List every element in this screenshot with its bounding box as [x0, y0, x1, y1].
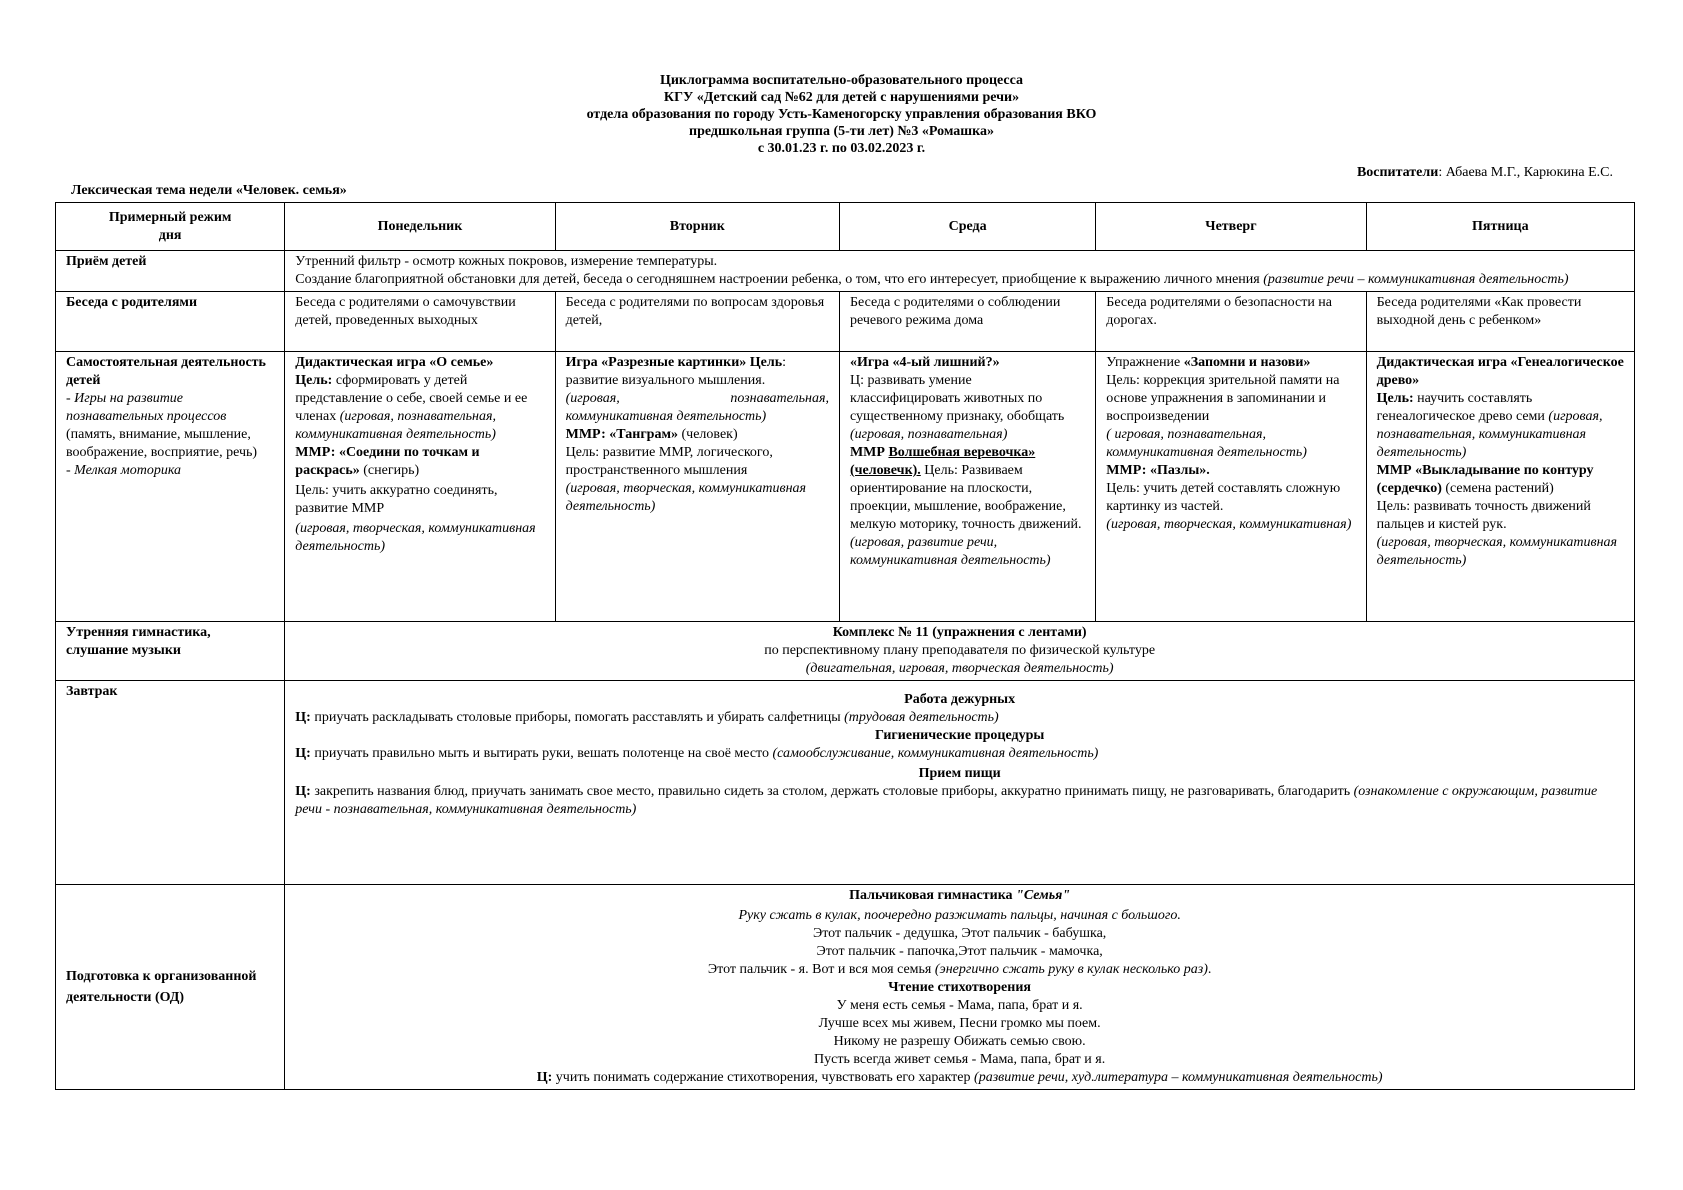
header-line-2: КГУ «Детский сад №62 для детей с нарушениями речи»	[663, 90, 1020, 105]
breakfast-heading-meal: Прием пищи	[918, 766, 1001, 781]
independent-monday	[285, 352, 555, 622]
prep-goal-text: учить понимать содержание стихотворения, чувствовать его характер	[552, 1070, 975, 1085]
fri-mmr-note: (игровая, творческая, коммуникативная деятельность)	[1376, 535, 1618, 568]
breakfast-duty-note: (трудовая деятельность)	[844, 710, 999, 725]
prep-heading-poem: Чтение стихотворения	[888, 980, 1031, 995]
independent-thursday	[1096, 352, 1366, 622]
document-header	[0, 72, 1683, 157]
header-line-5: с 30.01.23 г. по 03.02.2023 г.	[757, 141, 926, 156]
tue-game-title: Игра «Разрезные картинки» Цель	[565, 355, 783, 370]
header-line-1: Циклограмма воспитательно-образовательного процесса	[659, 73, 1024, 88]
thu-exercise-note: ( игровая, познавательная, коммуникативная деятельность)	[1106, 427, 1307, 460]
prep-line-3	[295, 961, 1624, 979]
col-regime: Примерный режим дня	[56, 203, 285, 251]
prep-line-3-end: .	[1207, 962, 1212, 977]
tue-game-note: (игровая, познавательная, коммуникативная деятельность)	[565, 391, 829, 424]
prep-verse-1: У меня есть семья - Мама, папа, брат и я.	[836, 998, 1083, 1013]
row-label-independent	[56, 352, 285, 622]
breakfast-heading-hygiene: Гигиенические процедуры	[874, 728, 1045, 743]
prep-instruction: Руку сжать в кулак, поочередно разжимать пальцы, начиная с большого.	[738, 908, 1181, 923]
independent-friday	[1366, 352, 1634, 622]
wed-game-goal: Ц: развивать умение классифицировать животных по существенному признаку, обобщать	[849, 373, 1065, 424]
gymnastics-content	[285, 622, 1635, 681]
mon-goal-text: сформировать у детей представление о себе, своей семье и ее членах	[295, 373, 528, 424]
mon-mmr	[295, 444, 544, 480]
preparation-content	[285, 885, 1635, 1090]
col-wednesday: Среда	[839, 203, 1095, 251]
mon-mmr-title: ММР: «Соедини по точкам и раскрась»	[295, 445, 480, 478]
row-independent	[56, 352, 1635, 622]
prep-verse-2: Лучше всех мы живем, Песни громко мы поем.	[818, 1016, 1101, 1031]
prep-line-2: Этот пальчик - папочка,Этот пальчик - мамочка,	[816, 944, 1103, 959]
breakfast-hygiene-text: приучать правильно мыть и вытирать руки, вешать полотенце на своё место	[310, 746, 773, 761]
wed-mmr-label: ММР	[849, 445, 889, 460]
fri-mmr	[1377, 462, 1624, 498]
teachers-line	[1357, 165, 1613, 181]
thu-mmr-title: ММР: «Пазлы».	[1106, 463, 1210, 478]
reception-line-2: Создание благоприятной обстановки для детей, беседа о сегодняшнем настроении ребенка, о том, что его интересует, приобщение к выражению личного мнения	[295, 272, 1264, 287]
parents-thursday: Беседа родителями о безопасности на дорогах.	[1096, 292, 1366, 352]
row-parents	[56, 292, 1635, 352]
teachers-label: Воспитатели	[1356, 165, 1439, 180]
thu-exercise	[1106, 354, 1355, 372]
tue-mmr-title: ММР: «Танграм»	[565, 427, 679, 442]
fri-goal-text: научить составлять генеалогическое древо семи	[1376, 391, 1549, 424]
row-breakfast	[56, 681, 1635, 885]
col-thursday: Четверг	[1096, 203, 1366, 251]
mon-mmr-goal: Цель: учить аккуратно соединять, развитие ММР	[295, 483, 498, 516]
breakfast-duty	[295, 709, 1624, 727]
reception-line-1: Утренний фильтр - осмотр кожных покровов, измерение температуры.	[295, 254, 718, 269]
breakfast-duty-text: приучать раскладывать столовые приборы, помогать расставлять и убирать салфетницы	[310, 710, 845, 725]
parents-monday: Беседа с родителями о самочувствии детей, проведенных выходных	[285, 292, 555, 352]
wed-game-title: «Игра «4-ый лишний?»	[849, 355, 1000, 370]
mon-goal-label: Цель:	[295, 373, 333, 388]
breakfast-hygiene-lead: Ц:	[295, 746, 311, 761]
table-header-row	[56, 203, 1635, 251]
tue-mmr-note: (игровая, творческая, коммуникативная деятельность)	[565, 481, 807, 514]
breakfast-meal-text: закрепить названия блюд, приучать занимать свое место, правильно сидеть за столом, держать столовые приборы, аккуратно принимать пищу, не разговаривать, благодарить	[310, 784, 1354, 799]
independent-sub-1-plain: (память, внимание, мышление, воображение, восприятие, речь)	[66, 427, 258, 460]
wed-mmr-title: Волшебная веревочка» (человечк).	[849, 445, 1036, 478]
mon-goal-note: (игровая, познавательная, коммуникативная деятельность)	[295, 409, 496, 442]
lexical-theme: Лексическая тема недели «Человек. семья»	[71, 183, 347, 198]
teachers-names: : Абаева М.Г., Карюкина Е.С.	[1438, 165, 1613, 180]
prep-goal	[295, 1069, 1624, 1087]
wed-game-note: (игровая, познавательная)	[849, 427, 1008, 442]
independent-tuesday	[555, 352, 839, 622]
parents-tuesday: Беседа с родителями по вопросам здоровья детей,	[555, 292, 839, 352]
row-label-parents: Беседа с родителями	[56, 292, 285, 352]
thu-exercise-goal: Цель: коррекция зрительной памяти на основе упражнения в запоминании и воспроизведении	[1106, 373, 1340, 424]
gym-line: по перспективному плану преподавателя по физической культуре	[764, 643, 1156, 658]
fri-mmr-title: ММР «Выкладывание по контуру (сердечко)	[1376, 463, 1594, 496]
breakfast-content	[285, 681, 1635, 885]
breakfast-meal-note: (ознакомление с окружающим, развитие речи - познавательная, коммуникативная деятельность)	[295, 784, 1598, 817]
independent-sub-2: - Мелкая моторика	[66, 463, 182, 478]
fri-mmr-goal: Цель: развивать точность движений пальцев и кистей рук.	[1376, 499, 1591, 532]
prep-heading-finger-text: Пальчиковая гимнастика	[849, 888, 1017, 903]
prep-line-1: Этот пальчик - дедушка, Этот пальчик - бабушка,	[812, 926, 1107, 941]
breakfast-meal-lead: Ц:	[295, 784, 311, 799]
fri-goal-label: Цель:	[1376, 391, 1414, 406]
row-preparation	[56, 885, 1635, 1090]
tue-mmr	[566, 426, 829, 444]
row-gymnastics	[56, 622, 1635, 681]
thu-exercise-label: Упражнение	[1106, 355, 1184, 370]
prep-line-3-note: (энергично сжать руку в кулак несколько раз)	[934, 962, 1208, 977]
thu-mmr-goal: Цель: учить детей составлять сложную картинку из частей.	[1106, 481, 1341, 514]
breakfast-meal	[295, 783, 1624, 819]
fri-mmr-sub: (семена растений)	[1441, 481, 1554, 496]
schedule-table	[55, 202, 1635, 1090]
prep-heading-finger-name: "Семья"	[1016, 888, 1071, 903]
breakfast-hygiene	[295, 745, 1624, 763]
fri-game-title: Дидактическая игра «Генеалогическое древо»	[1376, 355, 1624, 388]
prep-goal-note: (развитие речи, худ.литература – коммуникативная деятельность)	[974, 1070, 1383, 1085]
col-tuesday: Вторник	[555, 203, 839, 251]
thu-mmr-note: (игровая, творческая, коммуникативная)	[1106, 517, 1352, 532]
header-line-3: отдела образования по городу Усть-Каменогорску управления образования ВКО	[586, 107, 1097, 122]
col-friday: Пятница	[1366, 203, 1634, 251]
parents-wednesday: Беседа с родителями о соблюдении речевого режима дома	[839, 292, 1095, 352]
prep-verse-3: Никому не разрешу Обижать семью свою.	[833, 1034, 1086, 1049]
row-reception	[56, 251, 1635, 292]
fri-goal-note: (игровая, познавательная, коммуникативная деятельность)	[1376, 409, 1603, 460]
independent-wednesday	[839, 352, 1095, 622]
breakfast-hygiene-note: (самообслуживание, коммуникативная деятельность)	[772, 746, 1099, 761]
row-label-preparation: Подготовка к организованной деятельности (ОД)	[56, 885, 285, 1090]
mon-mmr-note: (игровая, творческая, коммуникативная деятельность)	[295, 521, 536, 554]
independent-sub-1: - Игры на развитие познавательных процессов	[66, 391, 227, 424]
row-label-gymnastics: Утренняя гимнастика, слушание музыки	[56, 622, 285, 681]
tue-mmr-sub: (человек)	[678, 427, 738, 442]
gym-note: (двигательная, игровая, творческая деятельность)	[805, 661, 1114, 676]
mon-mmr-sub: (снегирь)	[359, 463, 420, 478]
header-line-4: предшкольная группа (5-ти лет) №3 «Ромашка»	[689, 124, 994, 139]
wed-mmr-goal: Цель: Развиваем ориентирование на плоскости, проекции, мышление, воображение, мелкую моторику, точность движений.	[849, 463, 1082, 532]
independent-label: Самостоятельная деятельность детей	[66, 355, 266, 388]
tue-game-goal: : развитие визуального мышления.	[565, 355, 787, 388]
parents-friday: Беседа родителями «Как провести выходной день с ребенком»	[1366, 292, 1634, 352]
reception-line-2-note: (развитие речи – коммуникативная деятельность)	[1263, 272, 1569, 287]
col-monday: Понедельник	[285, 203, 555, 251]
breakfast-heading-duty: Работа дежурных	[904, 692, 1016, 707]
row-label-breakfast: Завтрак	[56, 681, 285, 885]
reception-content	[285, 251, 1635, 292]
row-label-reception: Приём детей	[56, 251, 285, 292]
tue-mmr-goal: Цель: развитие ММР, логического, пространственного мышления	[565, 445, 773, 478]
prep-verse-4: Пусть всегда живет семья - Мама, папа, брат и я.	[814, 1052, 1106, 1067]
breakfast-duty-lead: Ц:	[295, 710, 311, 725]
mon-game-title: Дидактическая игра «О семье»	[295, 355, 494, 370]
gym-title: Комплекс № 11 (упражнения с лентами)	[832, 625, 1087, 640]
prep-line-3-text: Этот пальчик - я. Вот и вся моя семья	[707, 962, 935, 977]
prep-heading-finger	[295, 887, 1624, 905]
prep-goal-lead: Ц:	[536, 1070, 553, 1085]
thu-exercise-title: «Запомни и назови»	[1183, 355, 1311, 370]
wed-mmr-note: (игровая, развитие речи, коммуникативная деятельность)	[849, 535, 1051, 568]
